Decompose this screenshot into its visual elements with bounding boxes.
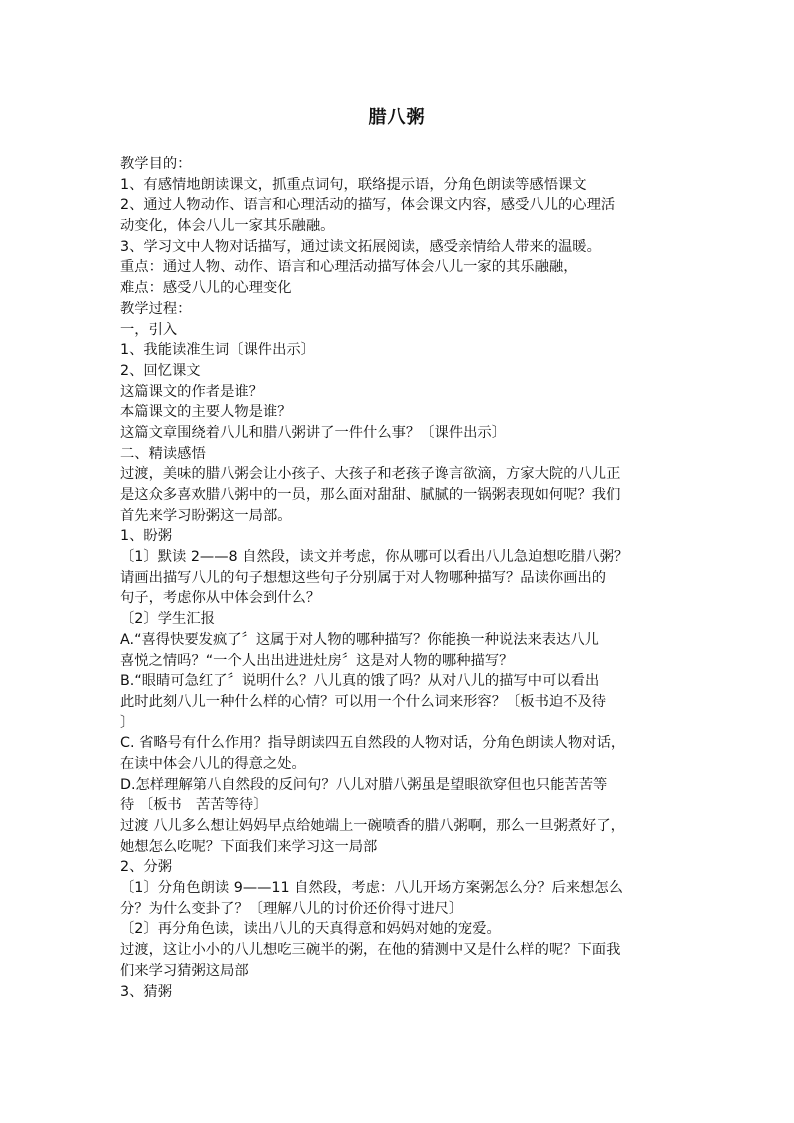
text-line: 1、有感情地朗读课文，抓重点词句，联络提示语，分角色朗读等感悟课文	[120, 176, 587, 193]
text-line: 1、我能读准生词〔课件出示〕	[120, 342, 315, 359]
text-line: 这篇文章围绕着八儿和腊八粥讲了一件什么事？〔课件出示〕	[120, 424, 507, 441]
text-line: A.“喜得快要发疯了〞这属于对人物的哪种描写？你能换一种说法来表达八儿	[120, 631, 599, 648]
text-line: B.“眼睛可急红了〞说明什么？八儿真的饿了吗？从对八儿的描写中可以看出	[120, 673, 600, 690]
text-line: 教学过程：	[120, 300, 192, 317]
text-line: 过渡，美味的腊八粥会让小孩子、大孩子和老孩子谗言欲滴，方家大院的八儿正	[120, 466, 621, 483]
text-line: 此时此刻八儿一种什么样的心情？可以用一个什么词来形容？〔板书迫不及待	[120, 693, 607, 710]
text-line: C. 省略号有什么作用？指导朗读四五自然段的人物对话，分角色朗读人物对话，	[120, 735, 626, 752]
text-line: 分？为什么变卦了？〔理解八儿的讨价还价得寸进尺〕	[120, 900, 464, 917]
text-line: 是这众多喜欢腊八粥中的一员，那么面对甜甜、腻腻的一锅粥表现如何呢？我们	[120, 487, 621, 503]
text-line: 3、猜粥	[120, 983, 172, 1000]
text-line: 2、通过人物动作、语言和心理活动的描写，体会课文内容，感受八儿的心理活	[120, 197, 616, 214]
text-line: 〔1〕默读 2——8 自然段，读文并考虑，你从哪可以看出八儿急迫想吃腊八粥？	[120, 549, 629, 566]
text-line: 教学目的：	[120, 156, 192, 172]
text-line: 难点：感受八儿的心理变化	[120, 280, 292, 297]
text-line: 二、精读感悟	[120, 445, 206, 462]
text-line: 动变化，体会八儿一家其乐融融。	[120, 218, 335, 235]
text-line: 一，引入	[120, 321, 178, 338]
document-body	[120, 154, 680, 1002]
text-line: 重点：通过人物、动作、语言和心理活动描写体会八儿一家的其乐融融，	[120, 259, 578, 276]
text-line: 2、回忆课文	[120, 362, 201, 379]
text-line: 待 〔板书 苦苦等待〕	[120, 797, 268, 814]
text-line: 过渡 八儿多么想让妈妈早点给她端上一碗喷香的腊八粥啊，那么一旦粥煮好了，	[120, 818, 625, 834]
text-line: 在读中体会八儿的得意之处。	[120, 755, 306, 772]
text-line: 〔2〕再分角色读，读出八儿的天真得意和妈妈对她的宠爱。	[120, 921, 501, 938]
text-line: 〔1〕分角色朗读 9——11 自然段，考虑：八儿开场方案粥怎么分？后来想怎么	[120, 880, 623, 897]
text-line: 〕	[120, 714, 135, 731]
text-line: 句子，考虑你从中体会到什么？	[120, 590, 321, 607]
document-title: 腊八粥	[368, 107, 426, 128]
text-line: D.怎样理解第八自然段的反问句？八儿对腊八粥虽是望眼欲穿但也只能苦苦等	[120, 776, 608, 793]
text-line: 3、学习文中人物对话描写，通过读文拓展阅读，感受亲情给人带来的温暖。	[120, 238, 601, 255]
text-line: 本篇课文的主要人物是谁？	[120, 404, 292, 421]
text-line: 喜悦之情吗？“一个人出出进进灶房〞这是对人物的哪种描写？	[120, 652, 514, 669]
text-line: 1、盼粥	[120, 528, 172, 545]
text-line: 这篇课文的作者是谁？	[120, 383, 263, 400]
text-line: 她想怎么吃呢？下面我们来学习这一局部	[120, 838, 378, 855]
text-line: 们来学习猜粥这局部	[120, 962, 249, 979]
text-line: 〔2〕学生汇报	[120, 611, 215, 628]
text-line: 过渡，这让小小的八儿想吃三碗半的粥，在他的猜测中又是什么样的呢？下面我	[120, 942, 621, 959]
text-line: 请画出描写八儿的句子想想这些句子分别属于对人物哪种描写？品读你画出的	[120, 569, 607, 586]
text-line: 首先来学习盼粥这一局部。	[120, 507, 292, 524]
text-line: 2、分粥	[120, 859, 172, 876]
